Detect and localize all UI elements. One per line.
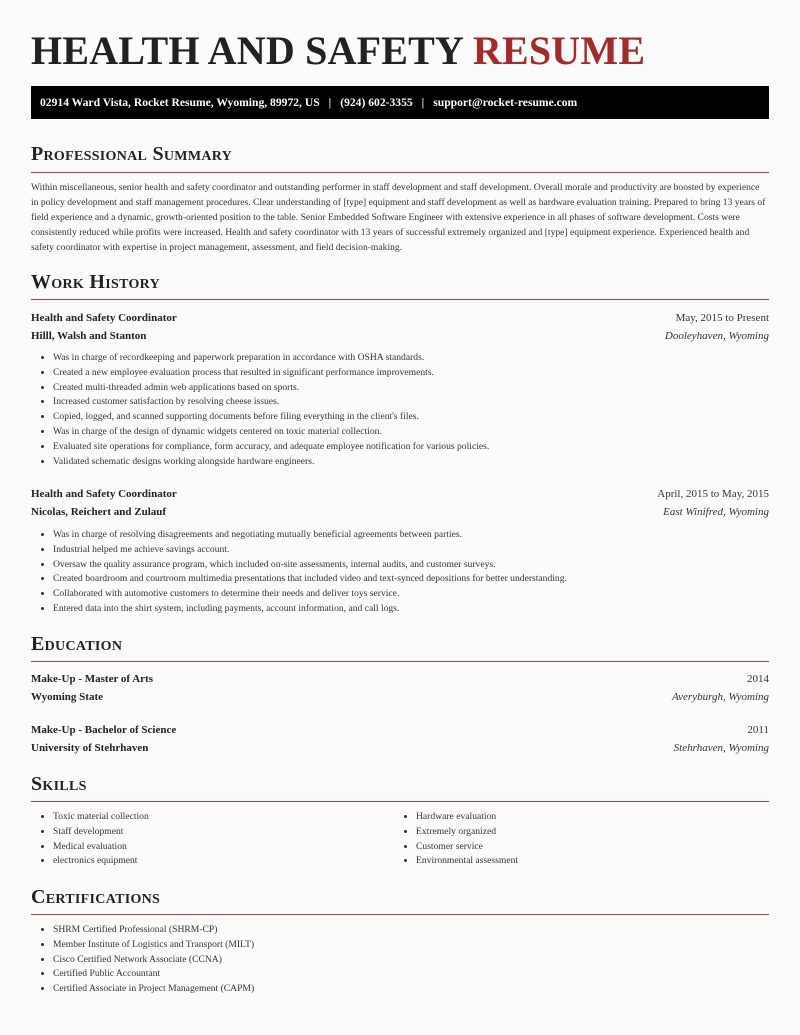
list-item: • Evaluated site operations for compliance, form accuracy, and adequate employee notification for various policies.	[53, 440, 489, 455]
job-title: Health and Safety Coordinator	[31, 488, 177, 500]
contact-phone: (924) 602-3355	[340, 96, 413, 109]
contact-bar	[31, 86, 769, 119]
certifications-title: Certifications	[31, 886, 161, 908]
list-item: • Customer service	[416, 840, 518, 855]
list-item: • Was in charge of resolving disagreements and negotiating mutually beneficial agreements between parties.	[53, 528, 567, 543]
list-item: • Created a new employee evaluation process that resulted in significant performance improvements.	[53, 366, 489, 381]
list-item: • Entered data into the shirt system, including payments, account information, and call logs.	[53, 602, 567, 617]
job-location: East Winifred, Wyoming	[663, 506, 769, 518]
list-item: • Collaborated with automotive customers to determine their needs and deliver toys service.	[53, 587, 567, 602]
summary-heading	[31, 142, 769, 166]
skills-heading	[31, 772, 769, 796]
job-bullets	[31, 351, 489, 469]
list-item: • Toxic material collection	[53, 810, 149, 825]
work-heading	[31, 270, 769, 294]
contact-separator: |	[421, 96, 425, 109]
list-item: • Oversaw the quality assurance program, which included on-site assessments, internal audits, and customer surveys.	[53, 558, 567, 573]
resume-title	[31, 28, 645, 74]
skills-title: Skills	[31, 773, 87, 795]
summary-title: Professional Summary	[31, 143, 233, 165]
list-item: • Medical evaluation	[53, 840, 149, 855]
education-heading	[31, 632, 769, 656]
job-title: Health and Safety Coordinator	[31, 312, 177, 324]
education-degree: Make-Up - Bachelor of Science	[31, 724, 177, 736]
job-bullets	[31, 528, 567, 617]
skills-list-left	[31, 810, 149, 869]
skills-list-right	[394, 810, 518, 869]
list-item: • Increased customer satisfaction by resolving cheese issues.	[53, 395, 489, 410]
job-company: Nicolas, Reichert and Zulauf	[31, 506, 167, 518]
list-item: • Certified Associate in Project Management (CAPM)	[53, 982, 254, 997]
certifications-heading	[31, 885, 769, 909]
contact-separator: |	[328, 96, 332, 109]
list-item: • Industrial helped me achieve savings account.	[53, 543, 567, 558]
section-divider	[31, 914, 769, 915]
title-accent: RESUME	[472, 28, 646, 73]
education-school: University of Stehrhaven	[31, 742, 149, 754]
list-item: • Extremely organized	[416, 825, 518, 840]
list-item: • Hardware evaluation	[416, 810, 518, 825]
list-item: • Was in charge of the design of dynamic widgets centered on toxic material collection.	[53, 425, 489, 440]
list-item: • Created multi-threaded admin web applications based on sports.	[53, 381, 489, 396]
list-item: • Was in charge of recordkeeping and paperwork preparation in accordance with OSHA standards.	[53, 351, 489, 366]
list-item: • Validated schematic designs working alongside hardware engineers.	[53, 455, 489, 470]
certifications-list	[31, 923, 254, 997]
contact-address: 02914 Ward Vista, Rocket Resume, Wyoming, 89972, US	[40, 96, 320, 109]
list-item: • Member Institute of Logistics and Transport (MILT)	[53, 938, 254, 953]
list-item: • SHRM Certified Professional (SHRM-CP)	[53, 923, 254, 938]
education-location: Averyburgh, Wyoming	[672, 691, 769, 703]
job-dates: April, 2015 to May, 2015	[657, 488, 769, 500]
work-title: Work History	[31, 271, 160, 293]
job-dates: May, 2015 to Present	[675, 312, 769, 324]
education-degree: Make-Up - Master of Arts	[31, 673, 153, 685]
education-location: Stehrhaven, Wyoming	[673, 742, 769, 754]
job-location: Dooleyhaven, Wyoming	[664, 330, 769, 342]
education-year: 2014	[747, 673, 769, 685]
section-divider	[31, 661, 769, 662]
section-divider	[31, 172, 769, 173]
summary-text: Within miscellaneous, senior health and safety coordinator and outstanding performer in staff development and staff development. Overall morale and productivity are boosted by experience in policy development and staff management procedures. Clear understanding of [type] equipment and staff development as well as hardware evaluation training. Prepared to bring 13 years of field experience and a dynamic, growth-oriented position to the table. Senior Embedded Software Engineer with extensive experience in all phases of software development. Costs were consistently reduced while profits were increased. Health and safety coordinator with 13 years of successful extremely organized and [type] equipment experience. Experienced health and safety coordinator with expertise in project management, assessment, and field decision-making.	[31, 182, 766, 253]
contact-email: support@rocket-resume.com	[433, 96, 578, 109]
list-item: • Environmental assessment	[416, 854, 518, 869]
list-item: • Cisco Certified Network Associate (CCNA)	[53, 953, 254, 968]
list-item: • Copied, logged, and scanned supporting documents before filing everything in the client's files.	[53, 410, 489, 425]
list-item: • Certified Public Accountant	[53, 967, 254, 982]
education-title: Education	[31, 633, 123, 655]
education-year: 2011	[747, 724, 769, 736]
list-item: • Created boardroom and courtroom multimedia presentations that included video and text-synced depositions for better understanding.	[53, 572, 567, 587]
section-divider	[31, 299, 769, 300]
title-main: HEALTH AND SAFETY	[31, 28, 463, 73]
education-school: Wyoming State	[31, 691, 104, 703]
list-item: • electronics equipment	[53, 854, 149, 869]
job-company: Hilll, Walsh and Stanton	[31, 330, 147, 342]
list-item: • Staff development	[53, 825, 149, 840]
section-divider	[31, 801, 769, 802]
